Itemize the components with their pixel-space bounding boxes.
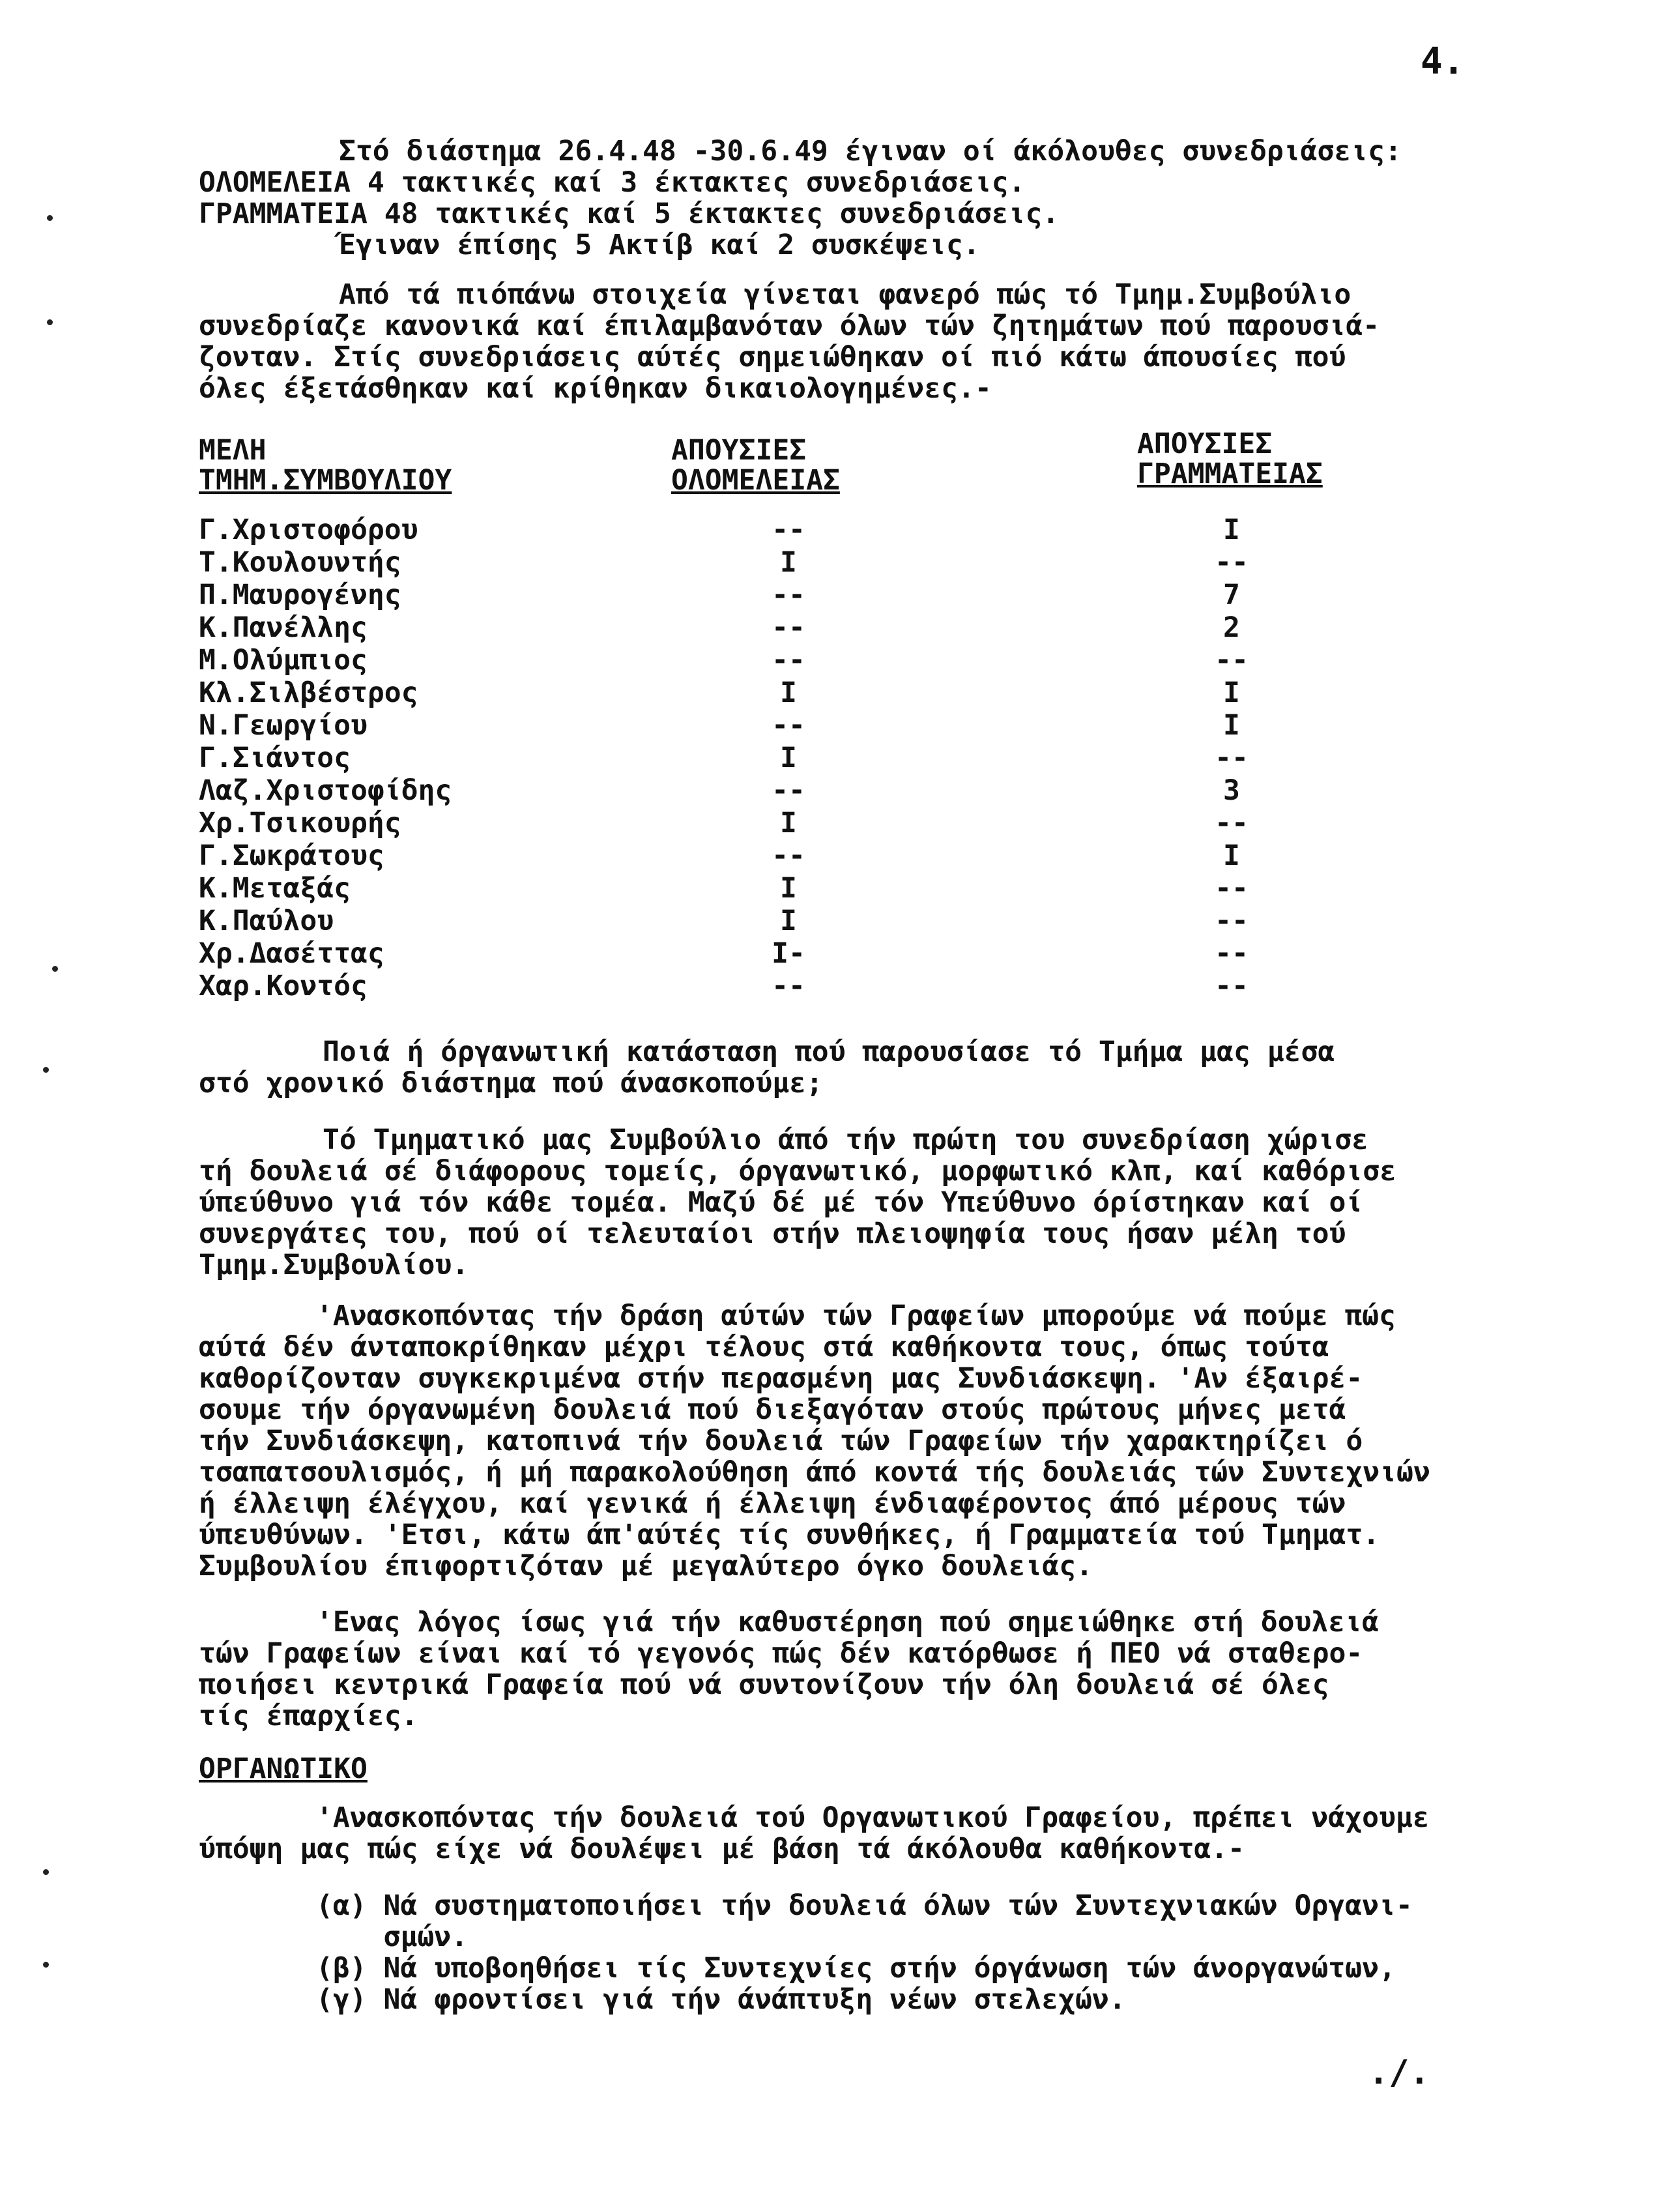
paragraph-line: ύπευθύνων. 'Ετσι, κάτω άπ'αύτές τίς συνθήκες, ή Γραμματεία τού Τμηματ.	[199, 1519, 1380, 1551]
paragraph-offices	[199, 1300, 1430, 1582]
intro-block	[199, 136, 1402, 261]
olomeleia-absences: I	[780, 807, 797, 839]
grammateia-absences: 2	[1223, 611, 1240, 644]
member-name: Μ.Ολύμπιος	[199, 644, 368, 677]
olomeleia-absences: --	[772, 514, 805, 546]
grammateia-absences: --	[1215, 644, 1249, 677]
paragraph-line: συνεδρίαζε κανονικά καί έπιλαμβανόταν όλων τών ζητημάτων πού παρουσιά-	[199, 310, 1380, 342]
paragraph-line: αύτά δέν άνταποκρίθηκαν μέχρι τέλους στά καθήκοντα τους, όπως τούτα	[199, 1331, 1329, 1363]
grammateia-absences: --	[1215, 742, 1249, 774]
olomeleia-absences: I	[780, 872, 797, 905]
header-line: ΓΡΑΜΜΑΤΕΙΑΣ	[1137, 458, 1323, 490]
member-name: Κλ.Σιλβέστρος	[199, 677, 418, 709]
intro-line: ΟΛΟΜΕΛΕΙΑ 4 τακτικές καί 3 έκτακτες συνεδριάσεις.	[199, 166, 1026, 199]
paragraph-organizational	[199, 1802, 1430, 1865]
table-header-grammateia	[1137, 429, 1323, 489]
paragraph-line: ποιήσει κεντρικά Γραφεία πού νά συντονίζουν τήν όλη δουλειά σέ όλες	[199, 1668, 1329, 1701]
member-name: Κ.Παύλου	[199, 905, 334, 937]
paragraph-summary	[199, 279, 1380, 404]
table-header-olomeleia	[671, 435, 840, 495]
olomeleia-absences: I	[780, 546, 797, 579]
olomeleia-absences: I	[780, 905, 797, 937]
header-line: ΜΕΛΗ	[199, 434, 267, 467]
grammateia-absences: --	[1215, 807, 1249, 839]
olomeleia-absences: --	[772, 839, 805, 872]
section-heading-text: ΟΡΓΑΝΩΤΙΚΟ	[199, 1753, 368, 1785]
header-line: ΟΛΟΜΕΛΕΙΑΣ	[671, 464, 840, 497]
header-line: ΤΜΗΜ.ΣΥΜΒΟΥΛΙΟΥ	[199, 464, 452, 497]
member-name: Γ.Σωκράτους	[199, 839, 384, 872]
member-name: Κ.Πανέλλης	[199, 611, 368, 644]
olomeleia-absences: --	[772, 709, 805, 742]
grammateia-absences: 7	[1223, 579, 1240, 611]
paragraph-line: τήν Συνδιάσκεψη, κατοπινά τήν δουλειά τών Γραφείων τήν χαρακτηρίζει ό	[199, 1425, 1363, 1457]
paragraph-line: σουμε τήν όργανωμένη δουλειά πού διεξαγόταν στούς πρώτους μήνες μετά	[199, 1393, 1346, 1426]
olomeleia-absences: --	[772, 774, 805, 807]
olomeleia-absences: I	[780, 677, 797, 709]
member-name: Π.Μαυρογένης	[199, 579, 401, 611]
grammateia-absences: --	[1215, 872, 1249, 905]
section-heading	[199, 1753, 368, 1784]
member-name: Χαρ.Κοντός	[199, 970, 368, 1002]
grammateia-absences: I	[1223, 677, 1240, 709]
paragraph-line: 'Ενας λόγος ίσως γιά τήν καθυστέρηση πού σημειώθηκε στή δουλειά	[316, 1606, 1379, 1638]
list-item: (γ) Νά φροντίσει γιά τήν άνάπτυξη νέων στελεχών.	[316, 1983, 1126, 2016]
margin-dot	[43, 1067, 49, 1073]
paragraph-line: Ποιά ή όργανωτική κατάσταση πού παρουσίασε τό Τμήμα μας μέσα	[323, 1036, 1335, 1068]
paragraph-line: συνεργάτες του, πού οί τελευταίοι στήν πλειοψηφία τους ήσαν μέλη τού	[199, 1217, 1346, 1250]
margin-dot	[43, 1869, 49, 1875]
paragraph-line: ύπόψη μας πώς είχε νά δουλέψει μέ βάση τά άκόλουθα καθήκοντα.-	[199, 1833, 1245, 1865]
paragraph-line: Από τά πιόπάνω στοιχεία γίνεται φανερό πώς τό Τμημ.Συμβούλιο	[339, 278, 1351, 311]
margin-dot	[47, 215, 53, 221]
paragraph-line: 'Ανασκοπόντας τήν δουλειά τού Οργανωτικού Γραφείου, πρέπει νάχουμε	[316, 1801, 1430, 1834]
paragraph-line: ύπεύθυνο γιά τόν κάθε τομέα. Μαζύ δέ μέ τόν Υπεύθυνο όρίστηκαν καί οί	[199, 1186, 1363, 1219]
member-name: Χρ.Τσικουρής	[199, 807, 401, 839]
member-name: Ν.Γεωργίου	[199, 709, 368, 742]
intro-line: Έγιναν έπίσης 5 Ακτίβ καί 2 συσκέψεις.	[339, 229, 980, 261]
grammateia-absences: I	[1223, 514, 1240, 546]
paragraph-line: τή δουλειά σέ διάφορους τομείς, όργανωτικό, μορφωτικό κλπ, καί καθόρισε	[199, 1155, 1397, 1187]
intro-line: ΓΡΑΜΜΑΤΕΙΑ 48 τακτικές καί 5 έκτακτες συνεδριάσεις.	[199, 197, 1060, 230]
margin-dot	[52, 966, 58, 972]
member-name: Χρ.Δασέττας	[199, 937, 384, 970]
member-name: Λαζ.Χριστοφίδης	[199, 774, 452, 807]
paragraph-line: ζονταν. Στίς συνεδριάσεις αύτές σημειώθηκαν οί πιό κάτω άπουσίες πού	[199, 341, 1346, 373]
grammateia-absences: I	[1223, 709, 1240, 742]
list-item-continuation: σμών.	[316, 1921, 468, 1953]
olomeleia-absences: I-	[772, 937, 805, 970]
grammateia-absences: --	[1215, 905, 1249, 937]
paragraph-line: τίς έπαρχίες.	[199, 1700, 418, 1732]
paragraph-line: τσαπατσουλισμός, ή μή παρακολούθηση άπό κοντά τής δουλειάς τών Συντεχνιών	[199, 1456, 1430, 1489]
continuation-mark: ./.	[1368, 2053, 1430, 2092]
member-name: Γ.Σιάντος	[199, 742, 351, 774]
olomeleia-absences: --	[772, 611, 805, 644]
member-name: Κ.Μεταξάς	[199, 872, 351, 905]
table-header-members	[199, 435, 452, 495]
header-line: ΑΠΟΥΣΙΕΣ	[1137, 428, 1273, 460]
olomeleia-absences: I	[780, 742, 797, 774]
member-name: Γ.Χριστοφόρου	[199, 514, 418, 546]
paragraph-line: Συμβουλίου έπιφορτιζόταν μέ μεγαλύτερο όγκο δουλειάς.	[199, 1550, 1093, 1582]
grammateia-absences: I	[1223, 839, 1240, 872]
olomeleia-absences: --	[772, 644, 805, 677]
paragraph-line: Τό Τμηματικό μας Συμβούλιο άπό τήν πρώτη του συνεδρίαση χώρισε	[323, 1124, 1369, 1156]
paragraph-line: όλες έξετάσθηκαν καί κρίθηκαν δικαιολογημένες.-	[199, 372, 992, 405]
header-line: ΑΠΟΥΣΙΕΣ	[671, 434, 807, 467]
grammateia-absences: --	[1215, 546, 1249, 579]
paragraph-reason	[199, 1607, 1379, 1732]
intro-line: Στό διάστημα 26.4.48 -30.6.49 έγιναν οί άκόλουθες συνεδριάσεις:	[339, 135, 1402, 167]
grammateia-absences: 3	[1223, 774, 1240, 807]
member-name: Τ.Κουλουντής	[199, 546, 401, 579]
paragraph-question	[199, 1036, 1335, 1099]
olomeleia-absences: --	[772, 970, 805, 1002]
list-item: (α) Νά συστηματοποιήσει τήν δουλειά όλων τών Συντεχνιακών Οργανι-	[316, 1889, 1413, 1922]
grammateia-absences: --	[1215, 970, 1249, 1002]
margin-dot	[47, 319, 53, 325]
paragraph-line: τών Γραφείων είναι καί τό γεγονός πώς δέν κατόρθωσε ή ΠΕΟ νά σταθερο-	[199, 1637, 1363, 1670]
paragraph-council	[199, 1124, 1396, 1281]
margin-dot	[43, 1962, 49, 1968]
list-item: (β) Νά υποβοηθήσει τίς Συντεχνίες στήν όργάνωση τών άνοργανώτων,	[316, 1952, 1396, 1985]
paragraph-line: Τμημ.Συμβουλίου.	[199, 1249, 469, 1281]
paragraph-line: ή έλλειψη έλέγχου, καί γενικά ή έλλειψη ένδιαφέροντος άπό μέρους τών	[199, 1487, 1346, 1520]
paragraph-line: στό χρονικό διάστημα πού άνασκοπούμε;	[199, 1067, 823, 1099]
duties-list	[316, 1890, 1413, 2015]
paragraph-line: καθορίζονταν συγκεκριμένα στήν περασμένη μας Συνδιάσκεψη. 'Αν έξαιρέ-	[199, 1362, 1363, 1395]
grammateia-absences: --	[1215, 937, 1249, 970]
page-number: 4.	[1421, 40, 1465, 83]
paragraph-line: 'Ανασκοπόντας τήν δράση αύτών τών Γραφείων μπορούμε νά πούμε πώς	[316, 1300, 1396, 1332]
olomeleia-absences: --	[772, 579, 805, 611]
